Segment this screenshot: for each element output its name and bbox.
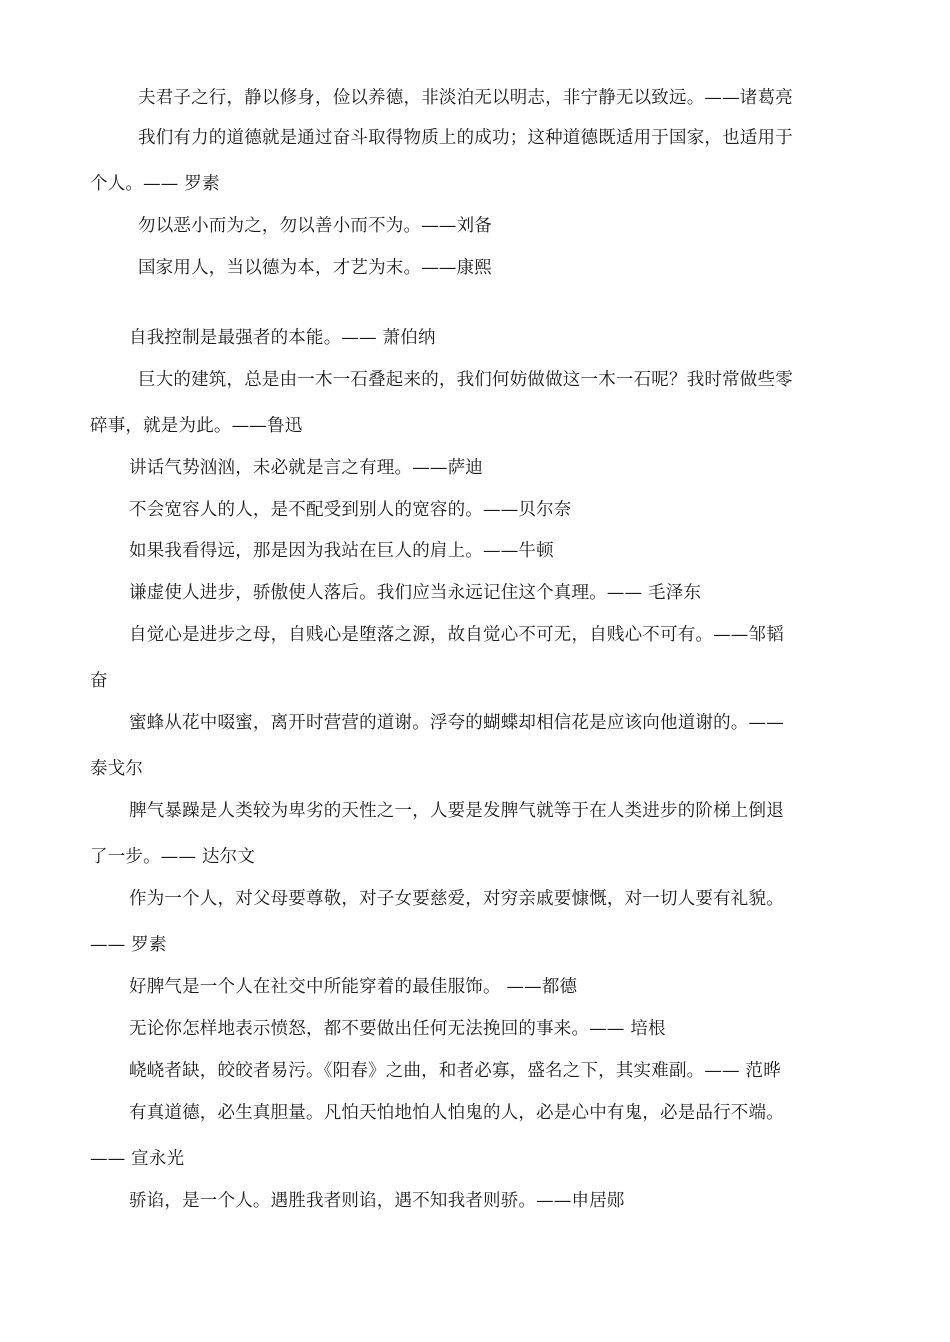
quote-line: 夫君子之行，静以修身，俭以养德，非淡泊无以明志，非宁静无以致远。——诸葛亮: [138, 88, 793, 108]
quote-line: 谦虚使人进步，骄傲使人落后。我们应当永远记住这个真理。—— 毛泽东: [129, 583, 702, 603]
quote-line: 国家用人，当以德为本，才艺为末。——康熙: [138, 258, 492, 278]
quote-line: —— 罗素: [90, 935, 167, 955]
quote-line: 峣峣者缺，皎皎者易污。《阳春》之曲，和者必寡，盛名之下，其实难副。—— 范晔: [129, 1061, 781, 1081]
quote-line: 泰戈尔: [90, 759, 144, 779]
quote-line: 碎事，就是为此。——鲁迅: [90, 416, 303, 436]
quote-line: 有真道德，必生真胆量。凡怕天怕地怕人怕鬼的人，必是心中有鬼，必是品行不端。: [129, 1103, 784, 1123]
quote-line: 无论你怎样地表示愤怒，都不要做出任何无法挽回的事来。—— 培根: [129, 1019, 666, 1039]
quote-line: 我们有力的道德就是通过奋斗取得物质上的成功；这种道德既适用于国家，也适用于: [138, 128, 793, 148]
quote-line: 巨大的建筑，总是由一木一石叠起来的，我们何妨做做这一木一石呢？我时常做些零: [138, 370, 793, 390]
quote-line: 脾气暴躁是人类较为卑劣的天性之一，人要是发脾气就等于在人类进步的阶梯上倒退: [129, 801, 784, 821]
quote-line: 讲话气势汹汹，未必就是言之有理。——萨迪: [129, 458, 483, 478]
quote-line: 骄谄，是一个人。遇胜我者则谄，遇不知我者则骄。——申居郧: [129, 1191, 625, 1211]
quote-line: 如果我看得远，那是因为我站在巨人的肩上。——牛顿: [129, 541, 554, 561]
quote-line: 勿以恶小而为之，勿以善小而不为。——刘备: [138, 216, 492, 236]
quote-line: 自觉心是进步之母，自贱心是堕落之源，故自觉心不可无，自贱心不可有。——邹韬: [129, 625, 784, 645]
quote-line: —— 宣永光: [90, 1149, 185, 1169]
quote-line: 好脾气是一个人在社交中所能穿着的最佳服饰。 ——都德: [129, 977, 578, 997]
quote-line: 蜜蜂从花中啜蜜，离开时营营的道谢。浮夸的蝴蝶却相信花是应该向他道谢的。——: [129, 713, 784, 733]
quote-line: 作为一个人，对父母要尊敬，对子女要慈爱，对穷亲戚要慷慨，对一切人要有礼貌。: [129, 889, 784, 909]
quote-line: 个人。—— 罗素: [90, 174, 220, 194]
quote-line: 自我控制是最强者的本能。—— 萧伯纳: [129, 328, 436, 348]
quote-line: 奋: [90, 671, 108, 691]
quote-line: 了一步。—— 达尔文: [90, 847, 256, 867]
quote-line: 不会宽容人的人，是不配受到别人的宽容的。——贝尔奈: [129, 500, 572, 520]
